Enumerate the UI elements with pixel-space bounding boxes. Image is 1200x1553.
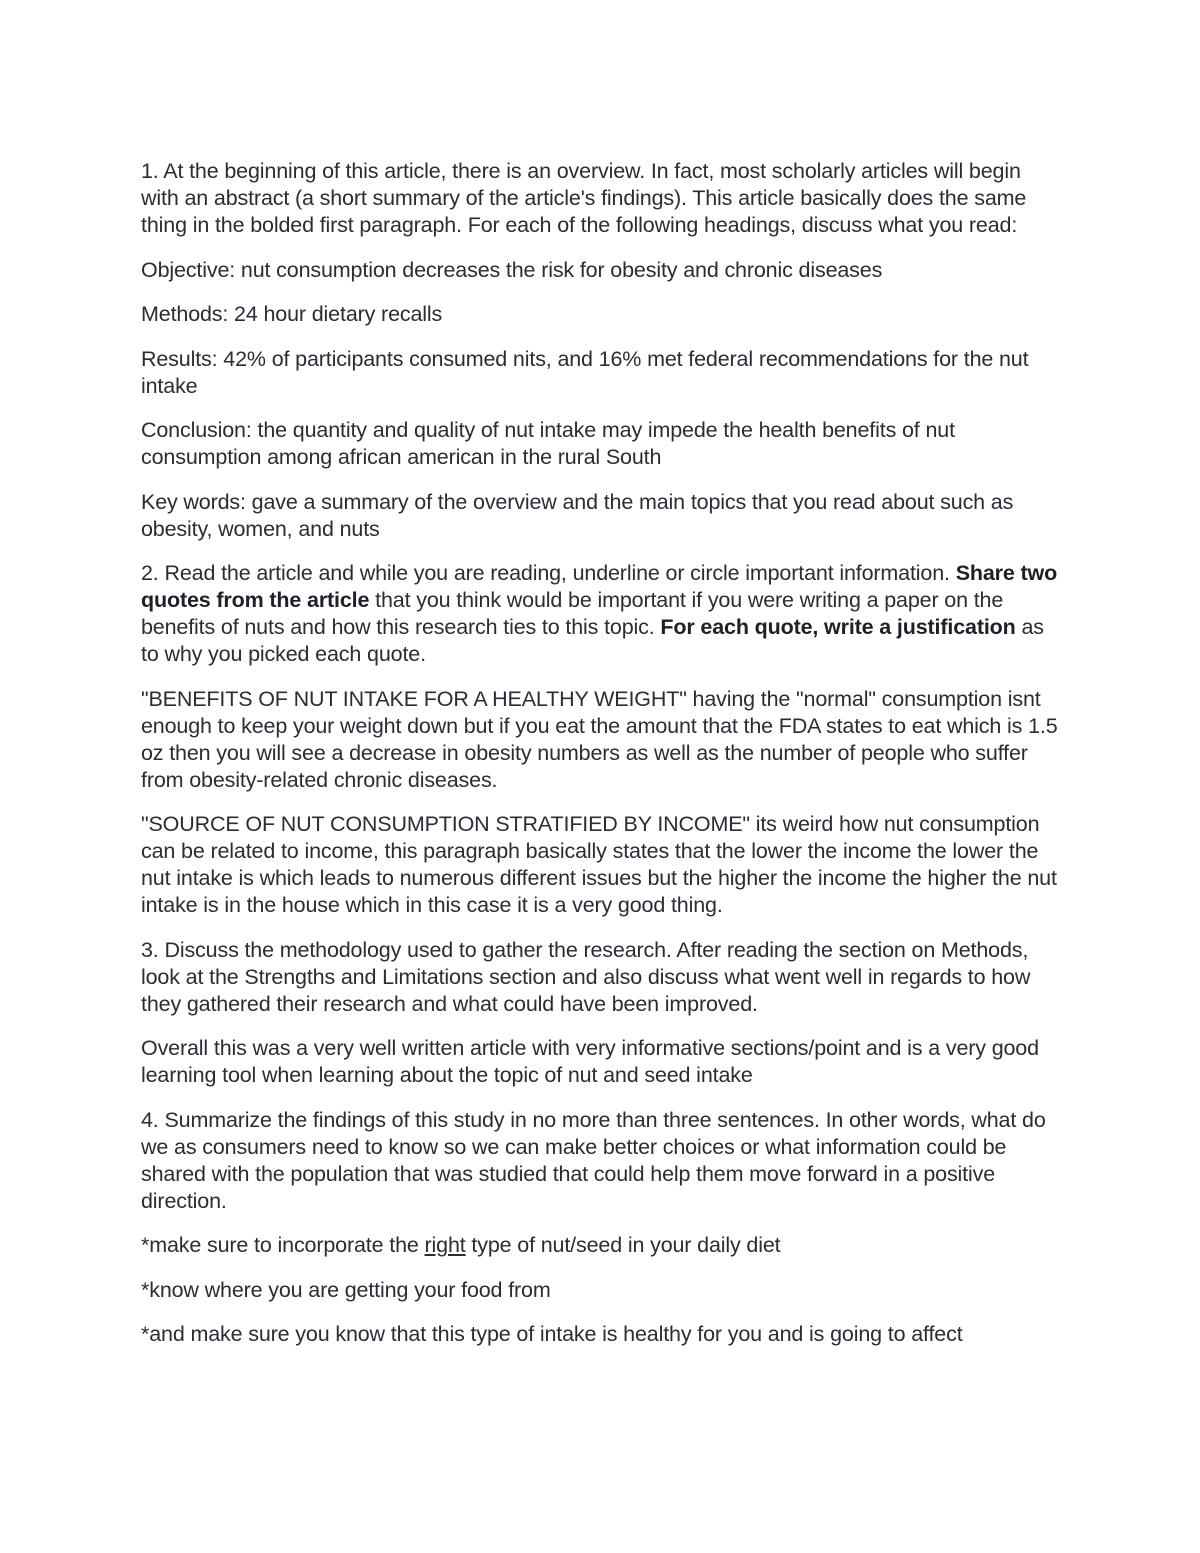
objective-answer: Objective: nut consumption decreases the risk for obesity and chronic diseases — [141, 257, 883, 282]
bullet-1-text-1: *make sure to incorporate the — [141, 1233, 425, 1257]
question-2-text-3: as to why you picked each quote. — [141, 615, 1044, 666]
methods-answer: Methods: 24 hour dietary recalls — [141, 302, 443, 326]
bullet-1 — [141, 1232, 1059, 1259]
quote-2: "SOURCE OF NUT CONSUMPTION STRATIFIED BY INCOME" its weird how nut consumption can be related to income, this paragraph basically states that the lower the income the lower the nut intake is which leads to numerous different issues but the higher the income the higher the nut intake is in the house which in this case it is a very good thing. — [141, 812, 1057, 917]
results-answer: Results: 42% of participants consumed nits, and 16% met federal recommendations for the nut intake — [141, 346, 1029, 398]
bullet-2: *know where you are getting your food from — [141, 1277, 551, 1302]
answer-3: Overall this was a very well written article with very informative sections/point and is a very good learning tool when learning about the topic of nut and seed intake — [141, 1036, 1039, 1087]
question-2 — [141, 560, 1059, 668]
conclusion-answer: Conclusion: the quantity and quality of nut intake may impede the health benefits of nut consumption among african american in the rural South — [141, 418, 955, 469]
quote-1: "BENEFITS OF NUT INTAKE FOR A HEALTHY WEIGHT" having the "normal" consumption isnt enough to keep your weight down but if you eat the amount that the FDA states to eat which is 1.5 oz then you will see a decrease in obesity numbers as well as the number of people who suffer from obesity-related chronic diseases. — [141, 686, 1058, 792]
bullet-1-text-2: type of nut/seed in your daily diet — [465, 1233, 781, 1257]
question-3: 3. Discuss the methodology used to gather the research. After reading the section on Methods, look at the Strengths and Limitations section and also discuss what went well in regards to how they gathered their research and what could have been improved. — [141, 937, 1031, 1016]
bullet-1-underlined: right — [424, 1233, 466, 1257]
question-2-bold-1: Share two quotes from the article — [141, 561, 1058, 612]
bullet-3: *and make sure you know that this type of intake is healthy for you and is going to affect — [141, 1322, 963, 1346]
document-page — [141, 158, 1059, 1366]
question-2-bold-2: For each quote, write a justification — [660, 615, 1016, 639]
question-4: 4. Summarize the findings of this study in no more than three sentences. In other words, what do we as consumers need to know so we can make better choices or what information could be shared with the population that was studied that could help them move forward in a positive direction. — [141, 1107, 1046, 1213]
question-2-text-1: 2. Read the article and while you are reading, underline or circle important information. — [141, 561, 956, 585]
keywords-answer: Key words: gave a summary of the overview and the main topics that you read about such as obesity, women, and nuts — [141, 489, 1014, 541]
question-2-text-2: that you think would be important if you were writing a paper on the benefits of nuts and how this research ties to this topic. — [141, 588, 1004, 639]
question-1: 1. At the beginning of this article, there is an overview. In fact, most scholarly articles will begin with an abstract (a short summary of the article's findings). This article basically does the same thing in the bolded first paragraph. For each of the following headings, discuss what you read: — [141, 159, 1027, 237]
